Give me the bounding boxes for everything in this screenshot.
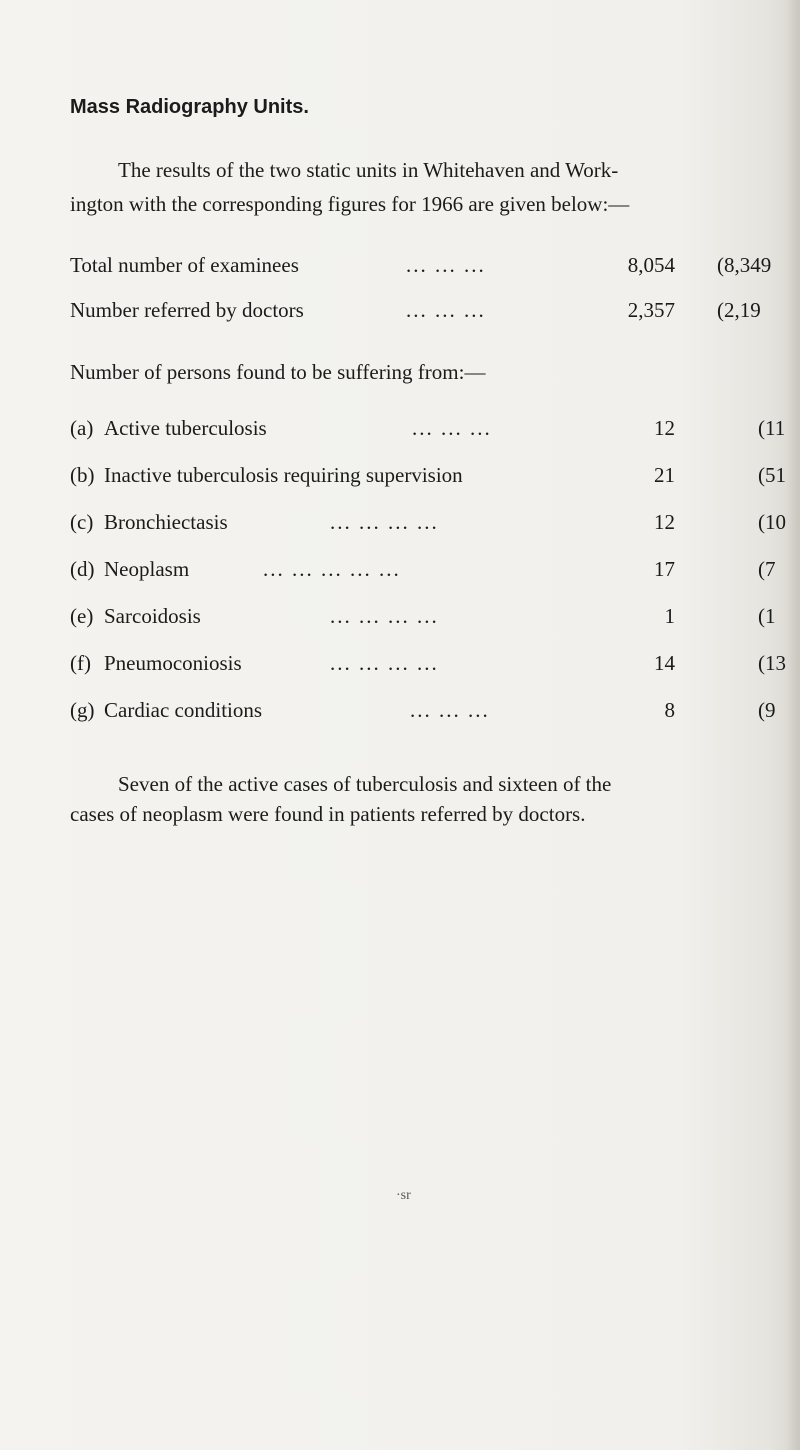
item-letter: (a) — [70, 416, 94, 440]
item-label: Pneumoconiosis — [104, 651, 242, 675]
leader-dots: ... ... ... ... — [330, 604, 439, 628]
item-label: Inactive tuberculosis requiring supervision — [104, 463, 463, 487]
item-label: Cardiac conditions — [104, 698, 263, 722]
row-label: Number referred by doctors — [70, 298, 304, 322]
item-value: 21 — [654, 463, 675, 487]
summary-row-referred — [70, 296, 800, 324]
condition-row — [70, 649, 800, 677]
leader-dots: ... ... ... — [406, 298, 486, 322]
closing-paragraph — [70, 769, 800, 829]
row-value: 8,054 — [627, 253, 675, 277]
item-label: Neoplasm — [104, 557, 190, 581]
item-letter: (b) — [70, 463, 95, 487]
item-previous-value: (9 — [758, 698, 776, 722]
leader-dots: ... ... ... — [406, 253, 486, 277]
item-value: 1 — [664, 604, 675, 628]
item-label: Bronchiectasis — [104, 510, 228, 534]
footer-mark: ·sr — [396, 1188, 411, 1203]
item-letter: (f) — [70, 651, 91, 675]
intro-line-1: The results of the two static units in Whitehaven and Work- — [118, 158, 619, 182]
item-label: Active tuberculosis — [104, 416, 267, 440]
item-value: 12 — [654, 510, 675, 534]
subheading: Number of persons found to be suffering from:— — [70, 360, 486, 384]
row-previous-value: (2,19 — [717, 298, 761, 322]
item-label: Sarcoidosis — [104, 604, 201, 628]
section-heading: Mass Radiography Units. — [70, 96, 309, 118]
item-letter: (e) — [70, 604, 94, 628]
condition-row — [70, 555, 800, 583]
item-letter: (d) — [70, 557, 95, 581]
item-value: 8 — [664, 698, 675, 722]
leader-dots: ... ... ... ... ... — [263, 557, 401, 581]
condition-row — [70, 602, 800, 630]
closing-line-1: Seven of the active cases of tuberculosis and sixteen of the — [118, 772, 612, 796]
item-letter: (c) — [70, 510, 94, 534]
row-previous-value: (8,349 — [717, 253, 772, 277]
condition-row — [70, 508, 800, 536]
summary-row-examinees — [70, 251, 800, 279]
leader-dots: ... ... ... ... — [330, 510, 439, 534]
item-previous-value: (11 — [758, 416, 786, 440]
item-previous-value: (7 — [758, 557, 776, 581]
intro-paragraph — [70, 153, 796, 221]
intro-line-2: ington with the corresponding figures for 1966 are given below:— — [70, 192, 630, 216]
item-value: 14 — [654, 651, 675, 675]
closing-line-2: cases of neoplasm were found in patients referred by doctors. — [70, 802, 586, 826]
item-value: 17 — [654, 557, 675, 581]
item-previous-value: (1 — [758, 604, 776, 628]
item-previous-value: (51 — [758, 463, 786, 487]
leader-dots: ... ... ... — [410, 698, 490, 722]
leader-dots: ... ... ... — [412, 416, 492, 440]
leader-dots: ... ... ... ... — [330, 651, 439, 675]
item-value: 12 — [654, 416, 675, 440]
item-letter: (g) — [70, 698, 95, 722]
condition-row — [70, 461, 800, 489]
item-previous-value: (10 — [758, 510, 786, 534]
condition-row — [70, 696, 800, 724]
condition-row — [70, 414, 800, 442]
item-previous-value: (13 — [758, 651, 786, 675]
row-label: Total number of examinees — [70, 253, 299, 277]
row-value: 2,357 — [627, 298, 675, 322]
